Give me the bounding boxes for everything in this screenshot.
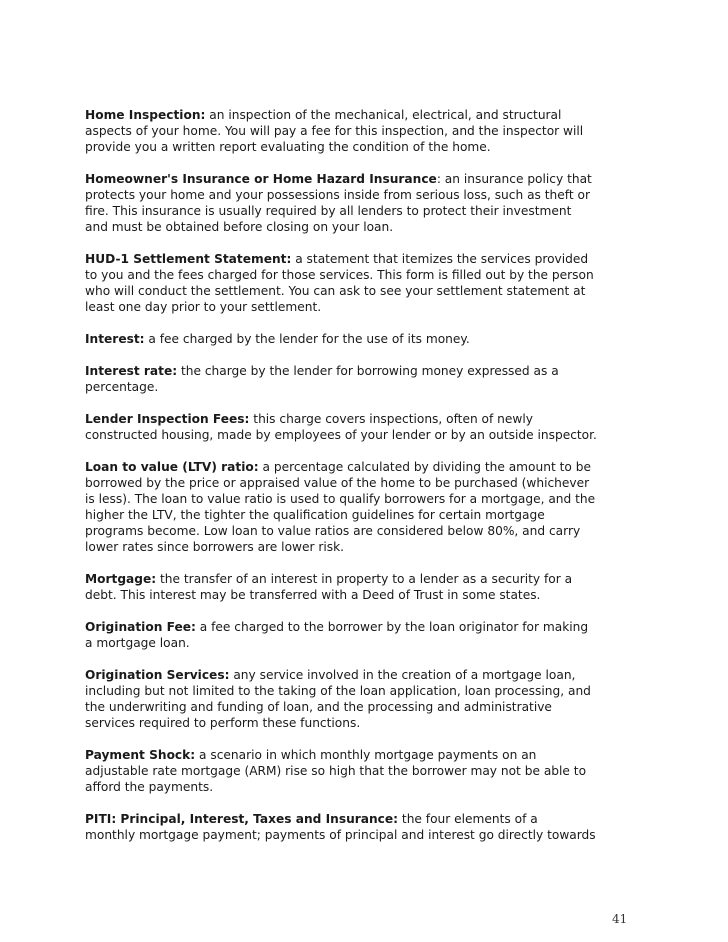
glossary-definition: an inspection of the mechanical, electrical, and structural aspects of your home. You will pay a fee for this inspection, and the inspector will provide you a written report evaluating the condition of the home. <box>85 108 584 154</box>
glossary-entry-loan-to-value-ratio <box>85 459 645 555</box>
glossary-definition: the charge by the lender for borrowing money expressed as a percentage. <box>85 364 559 394</box>
glossary-term: Interest rate: <box>85 364 178 378</box>
glossary-entry-home-inspection <box>85 107 645 155</box>
glossary-entry-interest-rate <box>85 363 645 395</box>
glossary-definition: the transfer of an interest in property to a lender as a security for a debt. This interest may be transferred with a Deed of Trust in some states. <box>85 572 573 602</box>
glossary-term: Mortgage: <box>85 572 157 586</box>
glossary-term: PITI: Principal, Interest, Taxes and Insurance: <box>85 812 399 826</box>
glossary-definition: a scenario in which monthly mortgage payments on an adjustable rate mortgage (ARM) rise so high that the borrower may not be able to afford the payments. <box>85 748 587 794</box>
glossary-entry-homeowners-insurance <box>85 171 645 235</box>
glossary-definition: this charge covers inspections, often of newly constructed housing, made by employees of your lender or by an outside inspector. <box>85 412 597 442</box>
glossary-entry-origination-fee <box>85 619 645 651</box>
glossary-definition: a fee charged to the borrower by the loan originator for making a mortgage loan. <box>85 620 589 650</box>
glossary-term: Interest: <box>85 332 145 346</box>
glossary-definition: any service involved in the creation of a mortgage loan, including but not limited to the taking of the loan application, loan processing, and the underwriting and funding of loan, and the processing and administrative services required to perform these functions. <box>85 668 591 730</box>
glossary-definition: a fee charged by the lender for the use of its money. <box>144 332 470 346</box>
glossary-term: Origination Services: <box>85 668 230 682</box>
glossary-definition: a statement that itemizes the services provided to you and the fees charged for those services. This form is filled out by the person who will conduct the settlement. You can ask to see your settlement statement at least one day prior to your settlement. <box>85 252 594 314</box>
glossary-entry-piti <box>85 811 645 843</box>
glossary-entry-hud1-settlement-statement <box>85 251 645 315</box>
glossary-term: Homeowner's Insurance or Home Hazard Insurance <box>85 172 437 186</box>
glossary-definition: : an insurance policy that protects your home and your possessions inside from serious loss, such as theft or fire. This insurance is usually required by all lenders to protect their investment and must be obtained before closing on your loan. <box>85 172 592 234</box>
glossary-term: Payment Shock: <box>85 748 196 762</box>
glossary-entry-payment-shock <box>85 747 645 795</box>
page-number: 41 <box>612 912 628 926</box>
glossary-term: Origination Fee: <box>85 620 196 634</box>
glossary-definition: the four elements of a monthly mortgage payment; payments of principal and interest go directly towards <box>85 812 596 842</box>
glossary-term: Lender Inspection Fees: <box>85 412 250 426</box>
glossary-entry-interest <box>85 331 645 347</box>
glossary-definition: a percentage calculated by dividing the amount to be borrowed by the price or appraised value of the home to be purchased (whichever is less). The loan to value ratio is used to qualify borrowers for a mortgage, and the higher the LTV, the tighter the qualification guidelines for certain mortgage programs become. Low loan to value ratios are considered below 80%, and carry lower rates since borrowers are lower risk. <box>85 460 596 554</box>
glossary-term: HUD-1 Settlement Statement: <box>85 252 292 266</box>
glossary-term: Loan to value (LTV) ratio: <box>85 460 259 474</box>
glossary-entry-lender-inspection-fees <box>85 411 645 443</box>
glossary-list <box>85 107 645 859</box>
glossary-term: Home Inspection: <box>85 108 206 122</box>
glossary-entry-origination-services <box>85 667 645 731</box>
glossary-entry-mortgage <box>85 571 645 603</box>
